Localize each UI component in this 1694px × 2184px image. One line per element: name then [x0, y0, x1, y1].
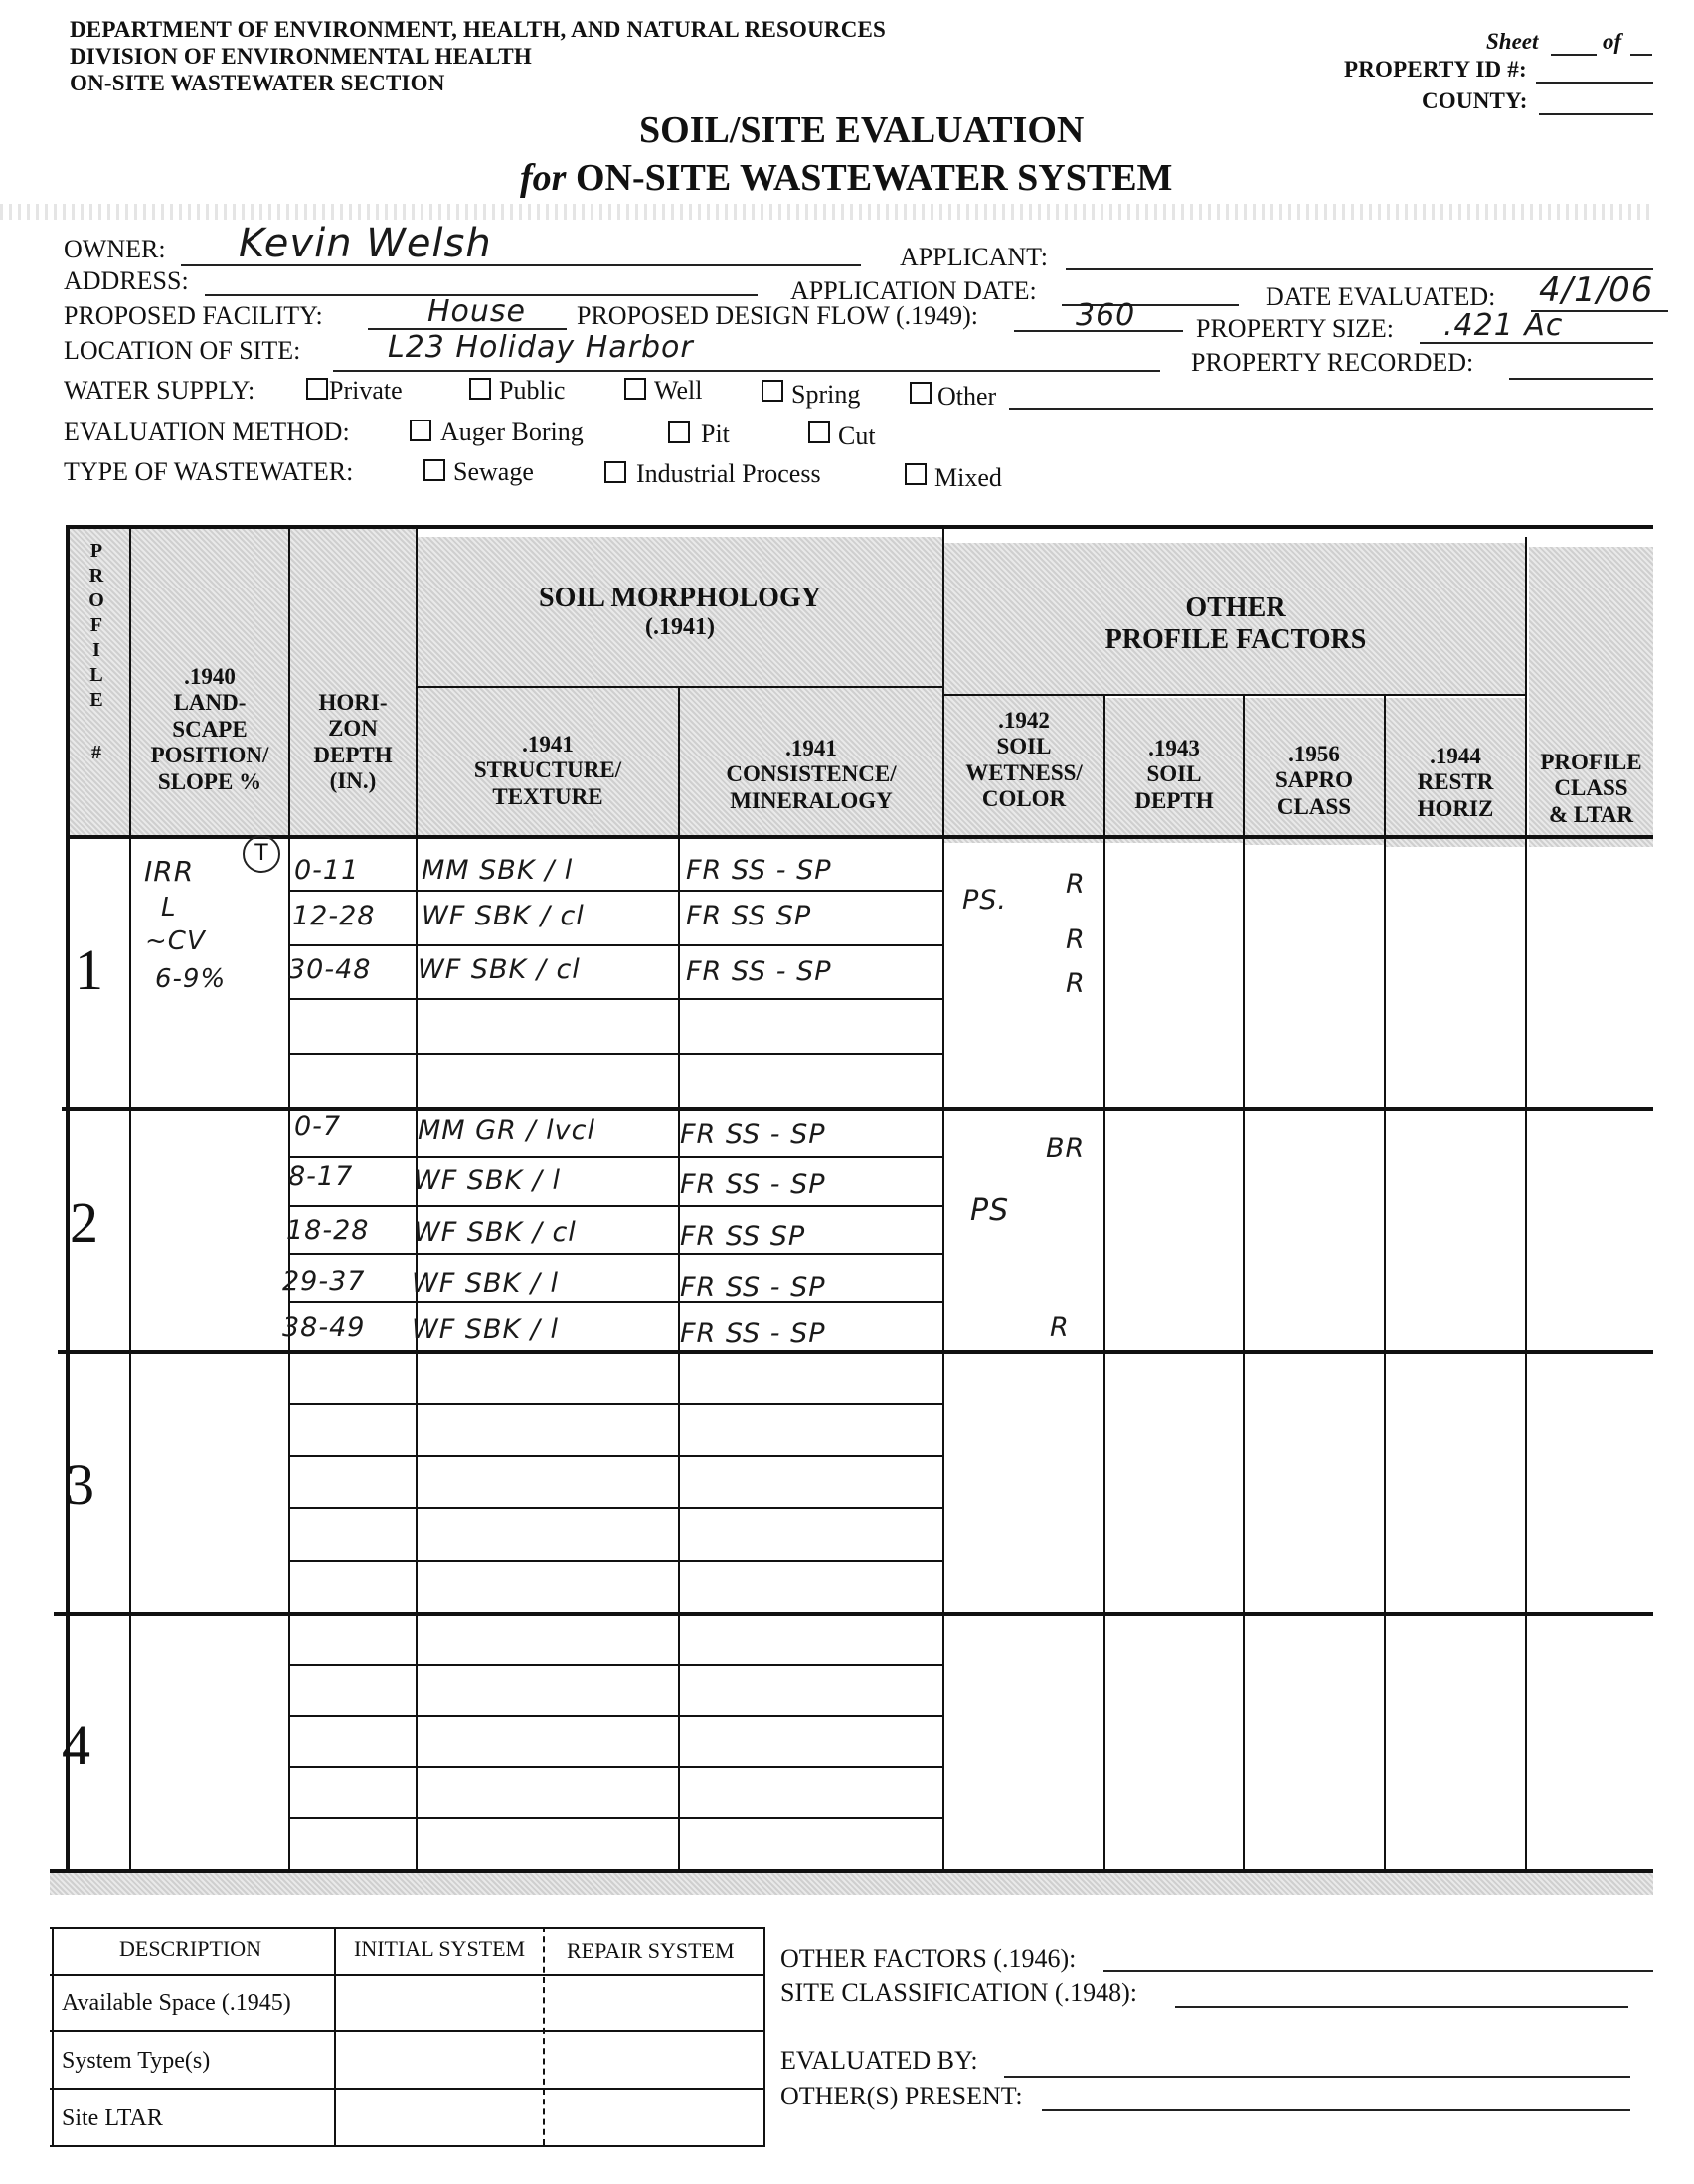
- p2-r3-structure: WF SBK / cl: [414, 1217, 577, 1248]
- p1-r2-structure: WF SBK / cl: [422, 901, 585, 931]
- soil-depth-col-header: .1943 SOIL DEPTH: [1134, 736, 1214, 813]
- site-classification-label: SITE CLASSIFICATION (.1948):: [780, 1978, 1137, 2007]
- other-factors-field[interactable]: [1103, 1970, 1653, 1972]
- of-field[interactable]: [1630, 54, 1652, 56]
- property-id-label: PROPERTY ID #:: [1344, 57, 1527, 82]
- cut-checkbox[interactable]: [808, 421, 830, 443]
- water-supply-other-field[interactable]: [1009, 408, 1653, 410]
- address-label: ADDRESS:: [64, 266, 189, 295]
- auger-boring-label: Auger Boring: [440, 418, 584, 446]
- available-space-label: Available Space (.1945): [62, 1990, 291, 2016]
- sewage-label: Sewage: [453, 457, 534, 486]
- description-header: DESCRIPTION: [119, 1936, 262, 1961]
- evaluated-by-label: EVALUATED BY:: [780, 2046, 978, 2075]
- p1-landscape-2: L: [161, 893, 177, 923]
- location-field[interactable]: [333, 370, 1160, 372]
- site-classification-field[interactable]: [1175, 2006, 1628, 2008]
- sheet-label: Sheet: [1486, 29, 1539, 54]
- property-id-field[interactable]: [1536, 82, 1653, 84]
- col-divider-depth: [1243, 694, 1245, 1873]
- available-space-repair-field[interactable]: [545, 1976, 762, 2028]
- property-recorded-field[interactable]: [1509, 378, 1653, 380]
- horizon-subrow-line: [288, 1560, 944, 1562]
- horizon-subrow-line: [288, 944, 944, 946]
- horizon-subrow-line: [288, 998, 944, 1000]
- p1-r3-depth: 30-48: [288, 954, 372, 985]
- col-divider-wetness: [1103, 694, 1105, 1873]
- p2-r4-depth: 29-37: [282, 1266, 366, 1297]
- profile-3-bottom: [54, 1612, 1653, 1616]
- county-label: COUNTY:: [1422, 88, 1528, 113]
- summary-bottom: [50, 2145, 765, 2147]
- department-name: DEPARTMENT OF ENVIRONMENT, HEALTH, AND NATURAL RESOURCES: [70, 17, 887, 42]
- consistence-col-header: .1941 CONSISTENCE/ MINERALOGY: [726, 736, 897, 813]
- profile-col-header: P R O F I L E #: [88, 540, 104, 763]
- site-ltar-initial-field[interactable]: [336, 2090, 541, 2143]
- water-supply-spring-checkbox[interactable]: [762, 380, 783, 402]
- p1-landscape-1: IRR: [144, 855, 195, 888]
- owner-label: OWNER:: [64, 235, 166, 263]
- p1-circle-mark: T: [243, 835, 280, 873]
- p1-r3-structure: WF SBK / cl: [418, 954, 581, 985]
- water-supply-label: WATER SUPPLY:: [64, 376, 255, 405]
- section-name: ON-SITE WASTEWATER SECTION: [70, 71, 445, 95]
- horizon-subrow-line: [288, 1403, 944, 1405]
- horizon-subrow-line: [288, 1053, 944, 1055]
- header-bottom-border: [66, 835, 1653, 839]
- horizon-subrow-line: [288, 1253, 944, 1255]
- summary-right: [763, 1927, 765, 2145]
- profile-number-3: 3: [66, 1452, 94, 1517]
- of-label: of: [1603, 29, 1622, 54]
- p2-r4-consistence: FR SS - SP: [680, 1272, 826, 1303]
- p1-r2-depth: 12-28: [292, 901, 376, 931]
- mixed-label: Mixed: [934, 463, 1002, 492]
- profile-number-4: 4: [62, 1713, 90, 1777]
- summary-top: [50, 1927, 765, 1929]
- p1-r1-consistence: FR SS - SP: [686, 855, 832, 886]
- evaluation-method-label: EVALUATION METHOD:: [64, 418, 350, 446]
- profile-2-bottom: [58, 1350, 1653, 1354]
- water-supply-other-checkbox[interactable]: [910, 382, 932, 404]
- water-supply-other-label: Other: [937, 382, 997, 411]
- profile-number-2: 2: [70, 1190, 98, 1255]
- system-type-initial-field[interactable]: [336, 2032, 541, 2086]
- system-types-label: System Type(s): [62, 2048, 211, 2074]
- p2-r1-structure: MM GR / lvcl: [418, 1115, 595, 1146]
- application-date-label: APPLICATION DATE:: [790, 276, 1037, 305]
- p1-landscape-3: ~CV: [145, 926, 206, 956]
- water-supply-public-label: Public: [499, 376, 566, 405]
- p2-r5-depth: 38-49: [282, 1312, 366, 1343]
- landscape-col-header: .1940 LAND- SCAPE POSITION/ SLOPE %: [150, 664, 269, 794]
- form-subtitle: for ON-SITE WASTEWATER SYSTEM: [520, 157, 1173, 199]
- horizon-subrow-line: [288, 1817, 944, 1819]
- structure-col-header: .1941 STRUCTURE/ TEXTURE: [473, 732, 622, 809]
- county-field[interactable]: [1539, 113, 1653, 115]
- p2-r1-depth: 0-7: [294, 1111, 342, 1142]
- p1-wetness-note: PS.: [962, 885, 1008, 916]
- col-divider-restr: [1525, 537, 1527, 1873]
- profile-class-col-header: PROFILE CLASS & LTAR: [1540, 750, 1642, 827]
- p2-r1-consistence: FR SS - SP: [680, 1119, 826, 1150]
- sapro-col-header: .1956 SAPRO CLASS: [1275, 742, 1353, 819]
- p1-r1-depth: 0-11: [294, 855, 360, 886]
- date-evaluated-value: 4/1/06: [1539, 270, 1654, 310]
- water-supply-well-checkbox[interactable]: [624, 378, 646, 400]
- other-factors-divider: [944, 694, 1527, 696]
- site-ltar-label: Site LTAR: [62, 2105, 163, 2131]
- others-present-field[interactable]: [1042, 2109, 1630, 2111]
- table-bottom-band: [50, 1873, 1653, 1895]
- owner-value: Kevin Welsh: [239, 221, 492, 266]
- water-supply-public-checkbox[interactable]: [469, 378, 491, 400]
- water-supply-private-checkbox[interactable]: [306, 378, 328, 400]
- horizon-subrow-line: [288, 890, 944, 892]
- p2-r2-consistence: FR SS - SP: [680, 1169, 826, 1200]
- col-divider-sapro: [1384, 694, 1386, 1873]
- division-name: DIVISION OF ENVIRONMENTAL HEALTH: [70, 44, 532, 69]
- water-supply-well-label: Well: [654, 376, 703, 405]
- summary-left: [52, 1927, 54, 2145]
- water-supply-spring-label: Spring: [791, 380, 861, 409]
- horizon-subrow-line: [288, 1715, 944, 1717]
- p1-r2-wetness: R: [1066, 924, 1086, 955]
- restr-col-header: .1944 RESTR HORIZ: [1417, 744, 1494, 821]
- p2-r3-depth: 18-28: [286, 1215, 370, 1246]
- p1-r1-wetness: R: [1066, 869, 1086, 900]
- p2-r2-depth: 8-17: [288, 1161, 354, 1192]
- p2-wetness-note: PS: [970, 1193, 1010, 1228]
- p2-r1-wetness: BR: [1046, 1133, 1086, 1164]
- col-divider-consistence: [942, 525, 944, 1873]
- col-divider-landscape: [288, 525, 290, 1873]
- p1-r2-consistence: FR SS SP: [686, 901, 812, 931]
- initial-system-header: INITIAL SYSTEM: [354, 1936, 526, 1961]
- horizon-subrow-line: [288, 1205, 944, 1207]
- property-size-value: .421 Ac: [1443, 308, 1564, 343]
- date-evaluated-label: DATE EVALUATED:: [1266, 282, 1496, 311]
- p2-r5-consistence: FR SS - SP: [680, 1318, 826, 1349]
- p1-r1-structure: MM SBK / l: [422, 855, 574, 886]
- p2-r4-structure: WF SBK / l: [412, 1268, 559, 1299]
- available-space-initial-field[interactable]: [336, 1976, 541, 2028]
- p2-r3-consistence: FR SS SP: [680, 1221, 806, 1252]
- scan-noise: [0, 204, 1650, 220]
- design-flow-value: 360: [1076, 298, 1136, 333]
- industrial-process-checkbox[interactable]: [604, 461, 626, 483]
- col-divider-profile: [129, 525, 131, 1873]
- horizon-subrow-line: [288, 1156, 944, 1158]
- p2-r5-structure: WF SBK / l: [412, 1314, 559, 1345]
- soil-morph-divider: [418, 686, 942, 688]
- pit-checkbox[interactable]: [668, 421, 690, 443]
- horizon-col-header: HORI- ZON DEPTH (IN.): [313, 690, 393, 794]
- horizon-subrow-line: [288, 1301, 944, 1303]
- p1-r3-consistence: FR SS - SP: [686, 956, 832, 987]
- profile-number-1: 1: [75, 937, 103, 1002]
- soil-morphology-header: SOIL MORPHOLOGY (.1941): [539, 583, 821, 641]
- other-factors-label: OTHER FACTORS (.1946):: [780, 1944, 1077, 1973]
- industrial-process-label: Industrial Process: [636, 459, 821, 488]
- design-flow-label: PROPOSED DESIGN FLOW (.1949):: [577, 301, 978, 330]
- mixed-checkbox[interactable]: [905, 463, 927, 485]
- proposed-facility-value: House: [427, 294, 527, 329]
- p2-r5-wetness: R: [1050, 1312, 1070, 1343]
- p1-r3-wetness: R: [1066, 968, 1086, 999]
- horizon-subrow-line: [288, 1507, 944, 1509]
- table-top-border: [66, 525, 1653, 529]
- system-type-repair-field[interactable]: [545, 2032, 762, 2086]
- property-size-label: PROPERTY SIZE:: [1196, 314, 1394, 343]
- repair-system-header: REPAIR SYSTEM: [567, 1938, 735, 1963]
- location-label: LOCATION OF SITE:: [64, 336, 301, 365]
- site-ltar-repair-field[interactable]: [545, 2090, 762, 2143]
- cut-label: Cut: [838, 421, 876, 450]
- horizon-subrow-line: [288, 1766, 944, 1768]
- other-profile-factors-header: OTHER PROFILE FACTORS: [1104, 592, 1367, 656]
- water-supply-private-label: Private: [329, 376, 403, 405]
- form-title: SOIL/SITE EVALUATION: [639, 109, 1085, 151]
- p1-landscape-4: 6-9%: [155, 964, 227, 994]
- wastewater-type-label: TYPE OF WASTEWATER:: [64, 457, 354, 486]
- horizon-subrow-line: [288, 1664, 944, 1666]
- pit-label: Pit: [701, 420, 730, 448]
- applicant-label: APPLICANT:: [900, 243, 1048, 271]
- proposed-facility-label: PROPOSED FACILITY:: [64, 301, 323, 330]
- col-divider-horizon: [416, 525, 418, 1873]
- others-present-label: OTHER(S) PRESENT:: [780, 2082, 1023, 2110]
- property-recorded-label: PROPERTY RECORDED:: [1191, 348, 1474, 377]
- sewage-checkbox[interactable]: [424, 459, 445, 481]
- auger-boring-checkbox[interactable]: [410, 420, 431, 441]
- p2-r2-structure: WF SBK / l: [414, 1165, 561, 1196]
- wetness-col-header: .1942 SOIL WETNESS/ COLOR: [965, 708, 1083, 812]
- evaluated-by-field[interactable]: [1004, 2076, 1630, 2078]
- location-value: L23 Holiday Harbor: [388, 330, 694, 365]
- sheet-field[interactable]: [1551, 54, 1597, 56]
- horizon-subrow-line: [288, 1455, 944, 1457]
